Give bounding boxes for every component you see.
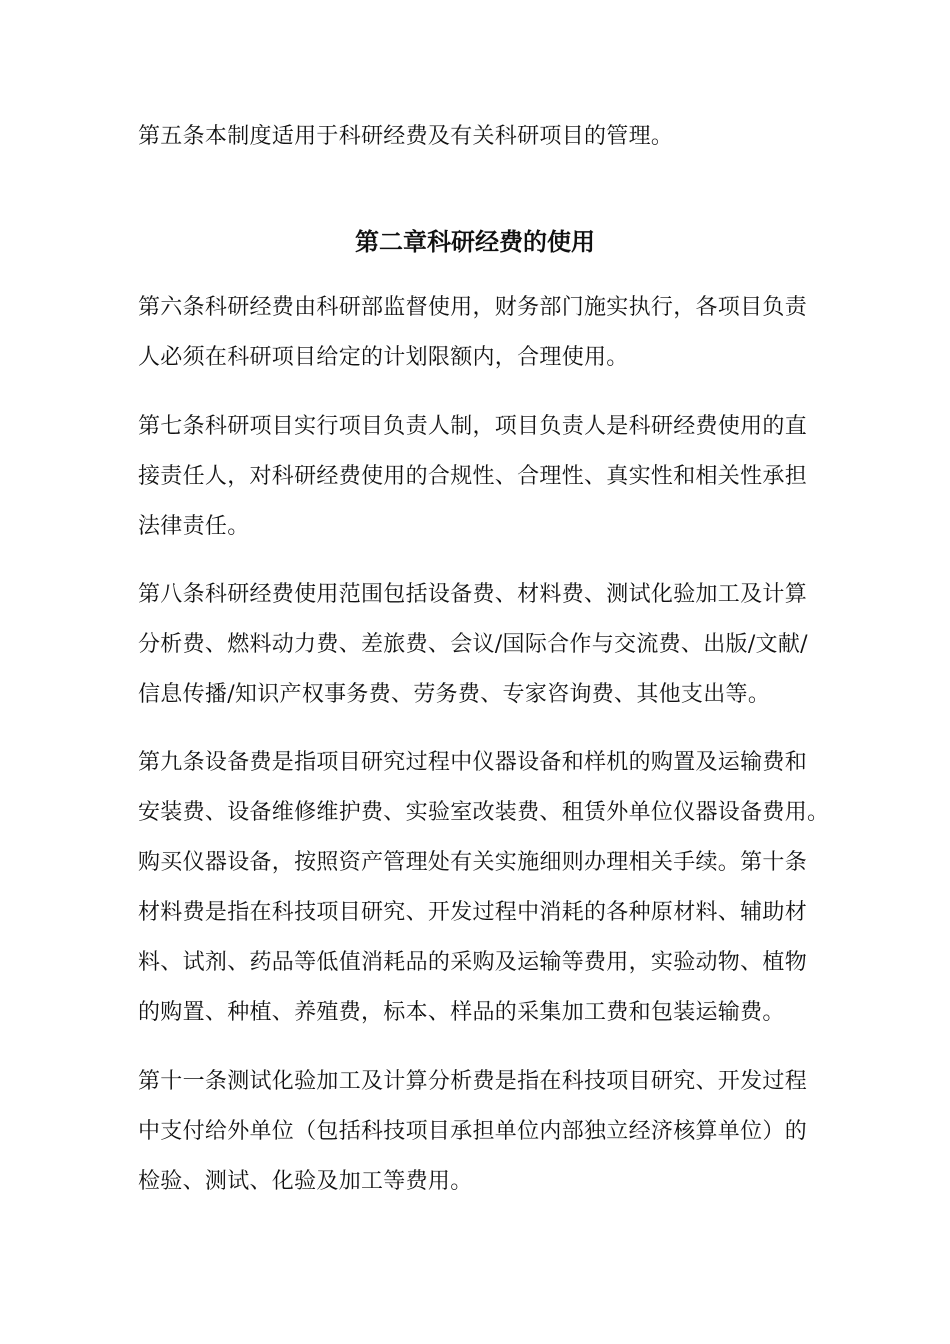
text-line: 材料费是指在科技项目研究、开发过程中消耗的各种原材料、辅助材 — [138, 900, 808, 925]
text-line: 料、试剂、药品等低值消耗品的采购及运输等费用，实验动物、植物 — [138, 950, 808, 975]
text-line: 中支付给外单位（包括科技项目承担单位内部独立经济核算单位）的 — [138, 1119, 808, 1144]
article-9 — [138, 738, 830, 1038]
text-line: 第十一条测试化验加工及计算分析费是指在科技项目研究、开发过程 — [138, 1069, 808, 1094]
text-line: 信息传播/知识产权事务费、劳务费、专家咨询费、其他支出等。 — [138, 682, 771, 707]
text-line: 分析费、燃料动力费、差旅费、会议/国际合作与交流费、出版/文献/ — [138, 632, 808, 657]
text-line: 检验、测试、化验及加工等费用。 — [138, 1169, 473, 1194]
text-line: 人必须在科研项目给定的计划限额内，合理使用。 — [138, 345, 629, 370]
text-line: 的购置、种植、养殖费，标本、样品的采集加工费和包装运输费。 — [138, 1000, 785, 1025]
article-8 — [138, 570, 818, 720]
article-11 — [138, 1057, 818, 1207]
article-5 — [138, 112, 818, 162]
text-line: 第八条科研经费使用范围包括设备费、材料费、测试化验加工及计算 — [138, 582, 808, 607]
text-line: 第五条本制度适用于科研经费及有关科研项目的管理。 — [138, 124, 674, 149]
text-line: 购买仪器设备，按照资产管理处有关实施细则办理相关手续。第十条 — [138, 850, 808, 875]
text-line: 法律责任。 — [138, 514, 250, 539]
text-line: 第九条设备费是指项目研究过程中仪器设备和样机的购置及运输费和 — [138, 750, 808, 775]
text-line: 第六条科研经费由科研部监督使用，财务部门施实执行，各项目负责 — [138, 295, 808, 320]
article-7 — [138, 402, 818, 552]
text-line: 第七条科研项目实行项目负责人制，项目负责人是科研经费使用的直 — [138, 414, 808, 439]
chapter-heading: 第二章科研经费的使用 — [355, 228, 595, 256]
article-6 — [138, 283, 818, 383]
text-line: 接责任人，对科研经费使用的合规性、合理性、真实性和相关性承担 — [138, 464, 808, 489]
text-line: 安装费、设备维修维护费、实验室改装费、租赁外单位仪器设备费用。 — [138, 800, 830, 825]
